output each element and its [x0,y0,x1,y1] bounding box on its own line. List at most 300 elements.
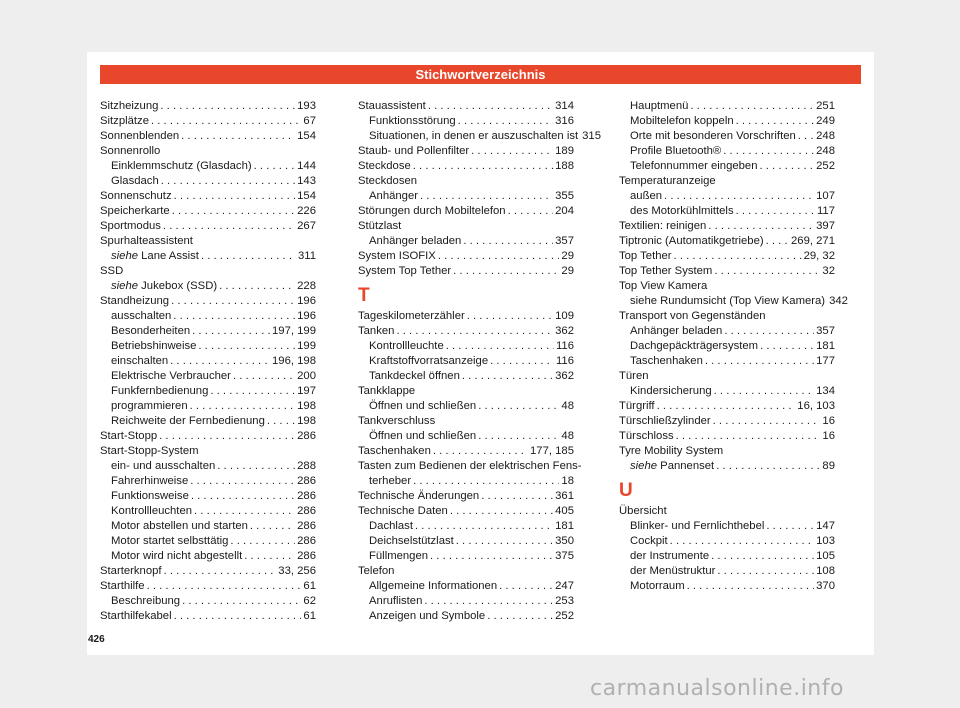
dot-leader [723,144,814,159]
index-subentry [358,114,574,129]
page-reference: 107 [816,190,835,202]
index-term: Motor wird nicht abgestellt [111,550,243,562]
index-heading: SSD [100,265,124,277]
index-heading: Start-Stopp-System [100,445,199,457]
dot-leader [173,309,295,324]
index-entry [358,144,574,159]
watermark-text: carmanualsonline.info [590,676,844,701]
dot-leader [458,114,553,129]
page-reference: 249 [816,115,835,127]
index-term: Steckdose [358,160,411,172]
index-term: Funktionsweise [111,490,189,502]
index-entry [100,219,316,234]
index-subentry [619,339,835,354]
index-term: Top Tether System [619,265,713,277]
index-term: der Instrumente [630,550,710,562]
index-heading: Sonnenrollo [100,145,161,157]
index-entry [619,219,835,234]
page-reference: 103 [816,535,835,547]
index-term: Tiptronic (Automatikgetriebe) [619,235,764,247]
dot-leader [453,264,559,279]
index-subentry [100,489,316,504]
index-subentry [100,384,316,399]
index-entry [358,264,574,279]
page-reference: 253 [555,595,574,607]
dot-leader [716,459,820,474]
dot-leader [219,279,295,294]
dot-leader [430,549,553,564]
page-reference: 204 [555,205,574,217]
index-entry [100,129,316,144]
dot-leader [766,234,789,249]
index-term: Türschloss [619,430,674,442]
index-subentry [358,534,574,549]
page-reference: 316 [555,115,574,127]
dot-leader [657,399,796,414]
dot-leader [490,354,554,369]
dot-leader [674,249,802,264]
page-reference: 197 [297,385,316,397]
dot-leader [450,504,553,519]
index-subentry [100,594,316,609]
dot-leader [160,99,295,114]
page-reference: 252 [816,160,835,172]
dot-leader [191,489,295,504]
index-heading: Top View Kamera [619,280,708,292]
index-subentry [619,384,835,399]
dot-leader [714,384,815,399]
index-term: Cockpit [630,535,668,547]
index-term: System Top Tether [358,265,452,277]
page-reference: 252 [555,610,574,622]
index-subentry [358,474,574,489]
index-term: Glasdach [111,175,159,187]
index-term: Kontrollleuchte [369,340,444,352]
index-subentry [358,369,574,384]
dot-leader [201,249,296,264]
index-term: Funkfernbedienung [111,385,209,397]
page-reference: 286 [297,520,316,532]
index-heading: Übersicht [619,505,667,517]
dot-leader [690,99,814,114]
page-reference: 357 [555,235,574,247]
dot-leader [708,219,814,234]
see-reference-prefix: siehe [630,460,658,472]
index-subentry [100,459,316,474]
page-reference: 248 [816,130,835,142]
page-reference: 198 [297,400,316,412]
index-term: Telefonnummer eingeben [630,160,758,172]
index-section-letter: T [358,285,370,306]
index-term: Anhänger [369,190,418,202]
page-reference: 154 [297,190,316,202]
page-reference: 196 [297,295,316,307]
index-term: einschalten [111,355,169,367]
index-subentry [100,279,316,294]
index-subentry [100,474,316,489]
index-entry [100,204,316,219]
index-term: Kontrollleuchten [111,505,193,517]
page-reference: 286 [297,535,316,547]
page-reference: 109 [555,310,574,322]
index-term: Funktionsstörung [369,115,456,127]
page-reference: 116 [555,340,574,352]
index-subentry [619,114,835,129]
page-reference: 117 [816,205,835,217]
dot-leader [420,189,553,204]
index-term: Sitzheizung [100,100,159,112]
index-entry [100,609,316,624]
index-heading: Stützlast [358,220,402,232]
index-term: Einklemmschutz (Glasdach) [111,160,252,172]
index-term: Tankdeckel öffnen [369,370,460,382]
index-entry [100,114,316,129]
dot-leader [478,429,559,444]
index-term: programmieren [111,400,188,412]
index-subentry [100,249,316,264]
index-term: Tanken [358,325,395,337]
index-term [111,279,217,294]
index-entry [619,234,835,249]
page-reference: 361 [555,490,574,502]
index-term: Situationen, in denen er auszuschalten ist [369,130,579,142]
page-reference: 32 [822,265,835,277]
page-reference: 143 [297,175,316,187]
index-term: des Motorkühlmittels [630,205,734,217]
index-term: siehe Rundumsicht (Top View Kamera) [630,295,826,307]
dot-leader [428,99,553,114]
page-reference: 48 [561,430,574,442]
page-reference: 147 [816,520,835,532]
index-term: Sonnenblenden [100,130,180,142]
index-subentry [100,369,316,384]
dot-leader [508,204,554,219]
dot-leader [687,579,815,594]
index-subentry [358,429,574,444]
dot-leader [182,594,301,609]
index-term: Technische Änderungen [358,490,480,502]
index-entry [100,294,316,309]
index-term: Textilien: reinigen [619,220,707,232]
page-reference: 286 [297,505,316,517]
index-term: Öffnen und schließen [369,430,477,442]
index-term: Taschenhaken [358,445,431,457]
page-reference: 29, 32 [803,250,835,262]
dot-leader [267,414,295,429]
dot-leader [174,609,302,624]
page-reference: 197, 199 [272,325,316,337]
index-term: Betriebshinweise [111,340,197,352]
index-term: Starthilfekabel [100,610,172,622]
index-heading: Tankklappe [358,385,416,397]
page-reference: 198 [297,415,316,427]
page-reference: 134 [816,385,835,397]
dot-leader [478,399,559,414]
page-reference: 67 [303,115,316,127]
index-subentry [100,339,316,354]
index-subentry [100,324,316,339]
page-reference: 89 [822,460,835,472]
page-reference: 405 [555,505,574,517]
index-entry [619,249,835,264]
dot-leader [192,324,270,339]
page-reference: 144 [297,160,316,172]
page-reference: 286 [297,475,316,487]
index-entry [358,444,574,459]
index-term: Top Tether [619,250,672,262]
page-reference: 18 [561,475,574,487]
dot-leader [194,504,295,519]
index-term: Sportmodus [100,220,161,232]
index-term: Öffnen und schließen [369,400,477,412]
index-subentry [100,309,316,324]
index-term: Elektrische Verbraucher [111,370,231,382]
dot-leader [163,219,295,234]
index-subentry [100,159,316,174]
index-subentry [358,549,574,564]
index-entry [100,189,316,204]
dot-leader [487,609,553,624]
index-subentry [619,204,835,219]
dot-leader [760,339,814,354]
page-reference: 16, 103 [797,400,835,412]
page-reference: 196 [297,310,316,322]
index-term: Kindersicherung [630,385,712,397]
dot-leader [664,189,814,204]
index-subentry [619,354,835,369]
dot-leader [463,234,553,249]
dot-leader [147,579,302,594]
page-reference: 16 [822,430,835,442]
dot-leader [164,564,277,579]
page-reference: 315 [582,130,601,142]
dot-leader [217,459,295,474]
index-term: Türgriff [619,400,655,412]
index-term: Deichselstützlast [369,535,454,547]
page-reference: 189 [555,145,574,157]
dot-leader [760,159,815,174]
page-header-title: Stichwortverzeichnis [100,65,861,84]
index-term: außen [630,190,663,202]
index-term: Motor startet selbsttätig [111,535,229,547]
page-reference: 350 [555,535,574,547]
index-subentry [358,579,574,594]
page-reference: 357 [816,325,835,337]
dot-leader [670,534,814,549]
index-subentry [358,234,574,249]
index-term: ein- und ausschalten [111,460,216,472]
index-entry [358,159,574,174]
index-term: ausschalten [111,310,172,322]
page-reference: 228 [297,280,316,292]
index-term: Kraftstoffvorratsanzeige [369,355,489,367]
page-reference: 248 [816,145,835,157]
dot-leader [438,249,560,264]
index-subentry [619,189,835,204]
dot-leader [736,114,815,129]
page-reference: 181 [555,520,574,532]
index-term: Starthilfe [100,580,145,592]
dot-leader [174,189,296,204]
index-heading: Tasten zum Bedienen der elektrischen Fens- [358,460,582,472]
index-entry [358,309,574,324]
dot-leader [714,264,820,279]
page-reference: 16 [822,415,835,427]
page-reference: 188 [555,160,574,172]
index-term: Motor abstellen und starten [111,520,248,532]
page-reference: 286 [297,550,316,562]
page-reference: 355 [555,190,574,202]
dot-leader [230,534,295,549]
index-subentry [358,129,601,144]
dot-leader [413,159,553,174]
index-term: Fahrerhinweise [111,475,189,487]
dot-leader [159,429,295,444]
page-reference: 311 [297,250,316,262]
index-entry [619,414,835,429]
index-subentry [100,399,316,414]
index-entry [358,324,574,339]
index-subentry [100,549,316,564]
index-entry [358,489,574,504]
index-subentry [619,294,848,309]
index-entry [619,264,835,279]
dot-leader [798,129,814,144]
page-reference: 177 [816,355,835,367]
page-reference: 397 [816,220,835,232]
dot-leader [711,549,814,564]
index-heading: Tankverschluss [358,415,436,427]
dot-leader [254,159,296,174]
index-subentry [619,144,835,159]
index-heading: Türen [619,370,649,382]
index-subentry [619,549,835,564]
index-term [111,249,199,264]
index-subentry [619,579,835,594]
index-subentry [100,414,316,429]
page-reference: 286 [297,490,316,502]
index-term: Anzeigen und Symbole [369,610,486,622]
index-term: Profile Bluetooth® [630,145,722,157]
index-entry [100,564,316,579]
index-term: Beschreibung [111,595,181,607]
index-term: Allgemeine Informationen [369,580,498,592]
page-reference: 105 [816,550,835,562]
page-reference: 362 [555,325,574,337]
dot-leader [717,564,814,579]
page-reference: 226 [297,205,316,217]
index-term-text: Jukebox (SSD) [138,280,218,292]
page-reference: 29 [561,265,574,277]
index-term: Blinker- und Fernlichthebel [630,520,765,532]
index-term: Hauptmenü [630,100,689,112]
dot-leader [181,129,295,144]
page-reference: 199 [297,340,316,352]
index-term: Standheizung [100,295,170,307]
dot-leader [198,339,295,354]
dot-leader [396,324,553,339]
index-term: Staub- und Pollenfilter [358,145,470,157]
index-term: der Menüstruktur [630,565,716,577]
index-term: Türschließzylinder [619,415,711,427]
dot-leader [499,579,553,594]
index-subentry [619,534,835,549]
page-reference: 342 [829,295,848,307]
see-reference-prefix: siehe [111,250,139,262]
index-subentry [100,534,316,549]
index-subentry [619,159,835,174]
index-column-1 [100,99,316,624]
page-reference: 116 [555,355,574,367]
index-entry [358,99,574,114]
index-term-text: Pannenset [657,460,715,472]
index-term: Dachlast [369,520,413,532]
dot-leader [415,519,553,534]
page-reference: 48 [561,400,574,412]
index-term: System ISOFIX [358,250,436,262]
dot-leader [736,204,815,219]
index-entry [100,579,316,594]
dot-leader [471,144,553,159]
index-subentry [619,564,835,579]
index-section-letter: U [619,480,633,501]
page-reference: 286 [297,430,316,442]
dot-leader [233,369,295,384]
index-term: Tageskilometerzähler [358,310,465,322]
dot-leader [151,114,301,129]
index-term: Sonnenschutz [100,190,172,202]
page-reference: 108 [816,565,835,577]
page-reference: 251 [816,100,835,112]
dot-leader [424,594,553,609]
index-subentry [358,519,574,534]
index-entry [619,399,835,414]
dot-leader [462,369,553,384]
dot-leader [433,444,528,459]
dot-leader [766,519,814,534]
index-subentry [100,174,316,189]
index-subentry [358,609,574,624]
page-reference: 154 [297,130,316,142]
index-term: Besonderheiten [111,325,191,337]
dot-leader [456,534,553,549]
dot-leader [190,399,296,414]
index-term [630,459,714,474]
page-reference: 314 [555,100,574,112]
dot-leader [190,474,295,489]
index-column-2 [358,99,601,624]
index-term: Mobiltelefon koppeln [630,115,734,127]
dot-leader [244,549,295,564]
index-term: Sitzplätze [100,115,149,127]
dot-leader [171,294,295,309]
index-subentry [100,504,316,519]
index-entry [619,429,835,444]
index-term: Technische Daten [358,505,448,517]
dot-leader [713,414,821,429]
index-term: Motorraum [630,580,685,592]
dot-leader [724,324,814,339]
page-reference: 61 [303,610,316,622]
index-column-3 [619,99,848,594]
dot-leader [413,474,559,489]
index-term: Speicherkarte [100,205,170,217]
dot-leader [481,489,553,504]
page-reference: 33, 256 [278,565,316,577]
index-heading: Transport von Gegenständen [619,310,766,322]
see-reference-prefix: siehe [111,280,139,292]
index-subentry [100,519,316,534]
